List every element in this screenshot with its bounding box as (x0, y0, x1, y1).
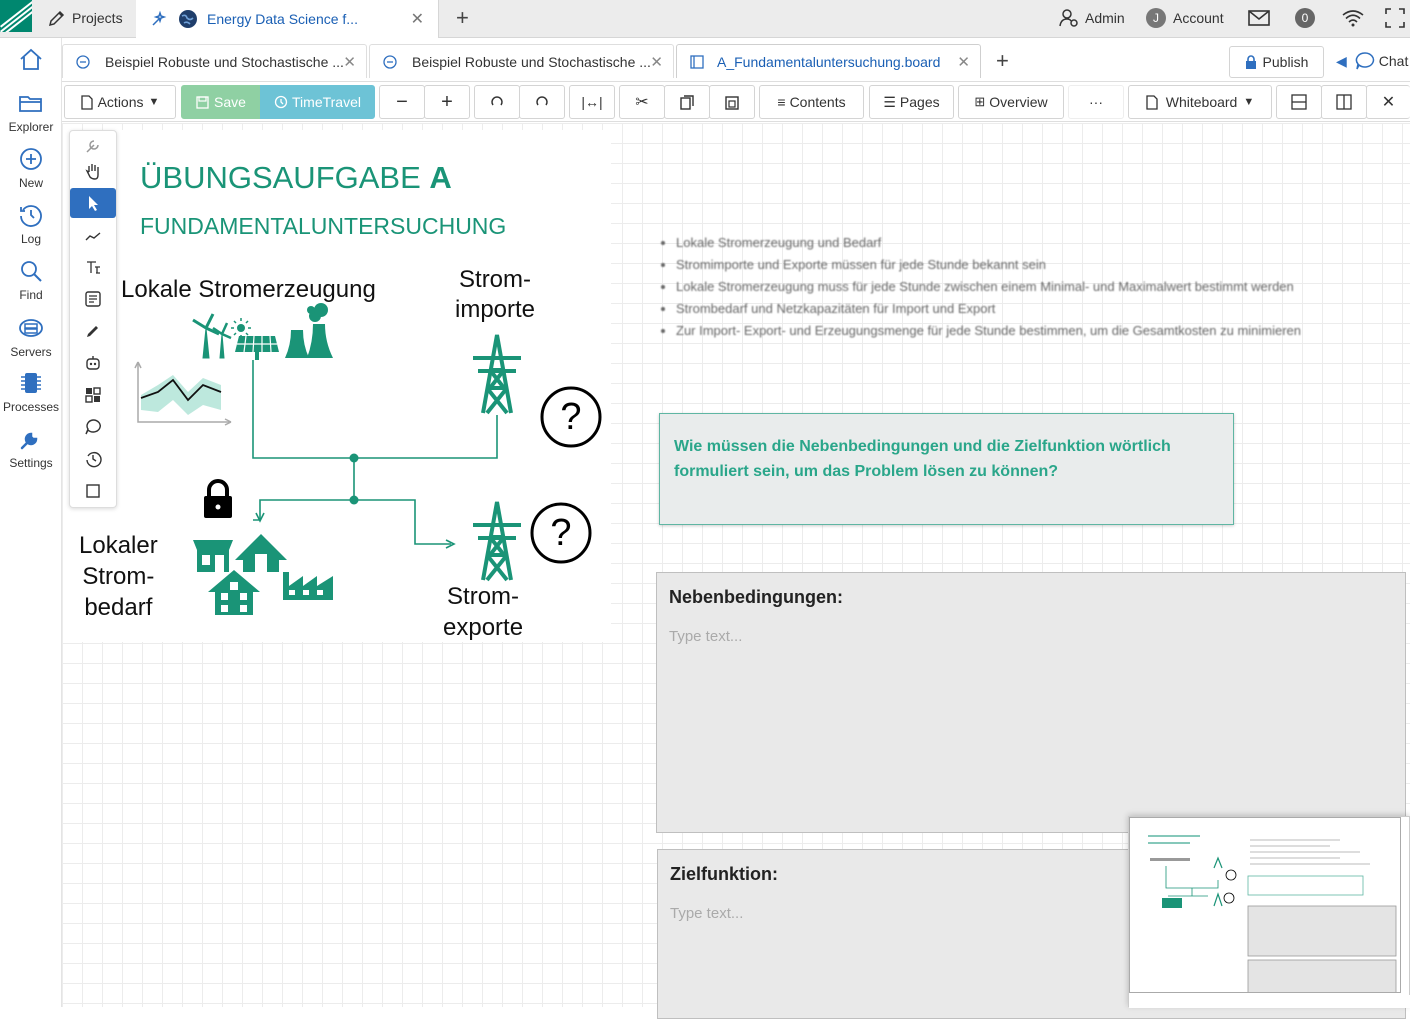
minimap-preview (1130, 818, 1401, 993)
fit-width-button[interactable] (569, 85, 615, 119)
history-icon (84, 450, 102, 468)
frame-icon (84, 482, 102, 500)
avatar: J (1146, 8, 1166, 28)
list-item: • Stromimporte und Exporte müssen für jede Stunde bekannt sein (676, 254, 1354, 276)
tool-hand[interactable] (71, 156, 115, 186)
file-icon (1146, 95, 1158, 110)
admin-label: Admin (1085, 10, 1125, 26)
wrench-icon (18, 426, 44, 452)
cursor-icon (84, 194, 102, 212)
label-exporte-line2: exporte (443, 614, 524, 641)
label-importe-line1: Strom- (459, 266, 532, 293)
pen-icon (84, 322, 102, 340)
minimap-footer (1129, 995, 1410, 1008)
label-exporte-line1: Strom- (447, 583, 520, 610)
tool-widgets[interactable] (71, 380, 115, 410)
tool-text[interactable] (71, 252, 115, 282)
overview-label: Overview (989, 94, 1048, 110)
junction-node (350, 454, 359, 463)
whiteboard-label: Whiteboard (1165, 94, 1238, 110)
zoom-out-button[interactable] (379, 85, 425, 119)
buildings-icon (193, 534, 333, 615)
tab-energy-data-science[interactable] (136, 0, 439, 38)
minus-icon: − (396, 90, 408, 113)
save-button[interactable] (181, 85, 261, 119)
nebenbedingungen-input[interactable]: Type text... (669, 628, 743, 645)
wifi-button[interactable] (1342, 0, 1364, 36)
sparkle-icon (382, 54, 398, 70)
wrench-icon (84, 137, 102, 155)
chat-button[interactable] (1336, 44, 1408, 78)
new-file-tab-button[interactable]: + (996, 48, 1009, 73)
list-item: • Lokale Stromerzeugung muss für jede Stunde zwischen einem Minimal- und Maximalwert bestimmt werden (676, 276, 1354, 298)
sidebar-item-label: Servers (10, 345, 52, 359)
globe-icon (178, 9, 198, 29)
file-tab-robuste-2[interactable] (369, 44, 674, 78)
sidebar-item-label: Settings (9, 456, 53, 470)
whiteboard-dropdown[interactable] (1128, 85, 1272, 119)
lock-icon (204, 481, 232, 518)
copy-button[interactable] (664, 85, 710, 119)
sidebar-item-log[interactable] (0, 202, 62, 258)
question-mark-import: ? (560, 396, 582, 438)
projects-label: Projects (72, 10, 123, 26)
slide-title-letter: A (429, 160, 452, 195)
wind-turbine-icon (193, 314, 231, 358)
admin-button[interactable] (1059, 0, 1125, 36)
sidebar-item-settings[interactable] (0, 426, 62, 482)
sparkle-icon (75, 54, 91, 70)
actions-dropdown[interactable] (64, 85, 176, 119)
close-icon: ✕ (1381, 94, 1396, 111)
board-icon (689, 54, 705, 70)
energy-tab-label: Energy Data Science f... (207, 11, 358, 27)
sidebar-item-label: Find (19, 288, 43, 302)
file-tab-label: Beispiel Robuste und Stochastische ... (412, 53, 651, 70)
junction-node (350, 496, 359, 505)
nebenbedingungen-title: Nebenbedingungen: (669, 587, 843, 607)
widgets-icon (84, 386, 102, 404)
timetravel-button[interactable] (260, 85, 375, 119)
history-icon (274, 95, 288, 109)
plus-circle-icon (18, 146, 44, 172)
projects-button[interactable] (48, 0, 123, 36)
tool-palette (69, 130, 117, 508)
pages-button[interactable] (869, 85, 954, 119)
contents-label: Contents (789, 94, 846, 110)
sidebar-item-label: Processes (2, 400, 60, 414)
tool-frame[interactable] (71, 476, 115, 506)
close-board-button[interactable] (1366, 85, 1410, 119)
label-bedarf-line3: bedarf (84, 594, 153, 621)
home-icon (18, 46, 44, 72)
line-chart-icon (84, 227, 102, 245)
slide-title-text: ÜBUNGSAUFGABE (140, 160, 421, 195)
notifications-button[interactable] (1295, 0, 1315, 36)
redo-icon (535, 95, 549, 109)
folder-icon (18, 90, 44, 116)
zielfunktion-input[interactable]: Type text... (670, 905, 744, 922)
undo-button[interactable] (474, 85, 520, 119)
wifi-icon (1342, 9, 1364, 27)
split-horizontal-button[interactable] (1276, 85, 1322, 119)
contents-button[interactable] (759, 85, 864, 119)
list-icon: ≡ (777, 94, 786, 110)
energy-flow-diagram (63, 130, 611, 642)
comment-icon (84, 418, 102, 436)
chevron-down-icon: ▼ (148, 96, 160, 108)
label-bedarf-line2: Strom- (82, 563, 155, 590)
lock-icon (1245, 55, 1257, 69)
question-mark-export: ? (550, 512, 572, 554)
close-icon[interactable]: ✕ (410, 11, 424, 28)
mail-button[interactable] (1248, 0, 1270, 36)
search-icon (18, 258, 44, 284)
sidebar-item-new[interactable] (0, 146, 62, 202)
more-label: ··· (1089, 94, 1103, 110)
flow-lines (253, 360, 497, 548)
sidebar-item-servers[interactable] (0, 315, 62, 371)
close-icon[interactable]: ✕ (650, 53, 663, 71)
mail-icon (1248, 10, 1270, 26)
file-tab-label: Beispiel Robuste und Stochastische ... (105, 53, 344, 70)
pencil-icon (48, 9, 66, 27)
processor-icon (18, 370, 44, 396)
copy-icon (680, 95, 694, 110)
sidebar-item-label: Log (20, 232, 42, 246)
split-vertical-button[interactable] (1321, 85, 1367, 119)
generation-chart-icon (135, 362, 231, 425)
overview-button[interactable] (958, 85, 1064, 119)
close-icon[interactable]: ✕ (343, 53, 356, 71)
power-plant-icon (285, 303, 333, 358)
chevron-down-icon: ▼ (1243, 96, 1255, 108)
sidebar-item-label: Explorer (8, 120, 54, 134)
caret-left-icon: ◀ (1336, 52, 1347, 69)
paste-button[interactable] (709, 85, 755, 119)
tool-select[interactable] (70, 188, 116, 218)
list-item: • Zur Import- Export- und Erzeugungsmenge für jede Stunde bestimmen, um die Gesamtkosten zu minimieren (676, 320, 1354, 342)
history-icon (18, 202, 44, 228)
publish-button[interactable] (1229, 46, 1324, 78)
zoom-in-button[interactable] (424, 85, 470, 119)
robot-icon (84, 354, 102, 372)
file-icon (81, 95, 93, 110)
cut-button[interactable] (619, 85, 665, 119)
split-horizontal-icon (1291, 94, 1307, 110)
plus-icon: + (441, 90, 453, 113)
app-logo[interactable] (0, 0, 32, 32)
grid-icon: ⊞ (974, 94, 986, 109)
label-bedarf-line1: Lokaler (79, 532, 158, 559)
user-gear-icon (1059, 8, 1079, 28)
solar-panel-icon (231, 318, 279, 360)
tool-timer[interactable] (71, 444, 115, 474)
new-tab-button[interactable]: + (456, 5, 469, 30)
list-item: • Lokale Stromerzeugung und Bedarf (676, 232, 1354, 254)
label-erzeugung: Lokale Stromerzeugung (121, 276, 376, 303)
timetravel-label: TimeTravel (292, 94, 361, 110)
pylon-import-icon (473, 335, 521, 413)
file-tab-label: A_Fundamentaluntersuchung.board (717, 53, 941, 70)
redo-button[interactable] (519, 85, 565, 119)
sparkle-icon (150, 10, 168, 28)
sidebar-item-find[interactable] (0, 258, 62, 314)
fit-width-icon: |↔| (581, 94, 603, 110)
slide-subtitle: FUNDAMENTALUNTERSUCHUNG (140, 213, 507, 239)
bullet-list[interactable] (664, 232, 1354, 342)
pages-label: Pages (899, 94, 940, 110)
more-button[interactable] (1068, 85, 1124, 119)
list-item: • Strombedarf und Netzkapazitäten für Import und Export (676, 298, 1354, 320)
nebenbedingungen-box[interactable] (656, 572, 1406, 833)
file-tab-fundamentaluntersuchung[interactable] (676, 44, 981, 78)
pages-icon: ☰ (883, 93, 896, 110)
paste-icon (725, 95, 739, 110)
zielfunktion-title: Zielfunktion: (670, 864, 778, 884)
slide-image[interactable] (63, 130, 611, 642)
tool-ai[interactable] (71, 348, 115, 378)
note-icon (84, 290, 102, 308)
fullscreen-icon (1385, 8, 1405, 28)
question-card[interactable]: Wie müssen die Nebenbedingungen und die Zielfunktion wörtlich formuliert sein, um das Problem lösen zu können? (659, 413, 1234, 525)
hand-icon (84, 162, 102, 180)
sidebar-item-home[interactable] (0, 46, 62, 80)
minimap[interactable] (1128, 816, 1410, 1007)
pylon-export-icon (473, 502, 521, 580)
server-icon (18, 315, 44, 341)
tool-pen[interactable] (71, 316, 115, 346)
account-button[interactable] (1146, 0, 1224, 36)
notification-badge: 0 (1295, 8, 1315, 28)
text-icon (84, 258, 102, 276)
tool-line[interactable] (71, 221, 115, 251)
tool-comment[interactable] (71, 412, 115, 442)
sidebar-item-label: New (18, 176, 43, 190)
chat-label: Chat (1378, 53, 1409, 69)
chat-icon (1355, 52, 1375, 70)
undo-icon (490, 95, 504, 109)
fullscreen-button[interactable] (1385, 0, 1405, 36)
close-icon[interactable]: ✕ (957, 53, 970, 71)
sidebar-item-processes[interactable] (0, 370, 62, 426)
split-vertical-icon (1336, 94, 1352, 110)
sidebar-item-explorer[interactable] (0, 90, 62, 146)
top-bar (0, 0, 1410, 38)
actions-label: Actions (97, 94, 144, 110)
save-label: Save (214, 94, 246, 110)
save-icon (196, 96, 209, 109)
account-label: Account (1173, 10, 1224, 26)
label-importe-line2: importe (455, 296, 536, 323)
scissors-icon: ✂ (635, 94, 649, 111)
publish-label: Publish (1262, 54, 1309, 70)
tool-note[interactable] (71, 284, 115, 314)
minimap-viewport (1129, 817, 1401, 993)
file-tab-robuste-1[interactable] (62, 44, 367, 78)
